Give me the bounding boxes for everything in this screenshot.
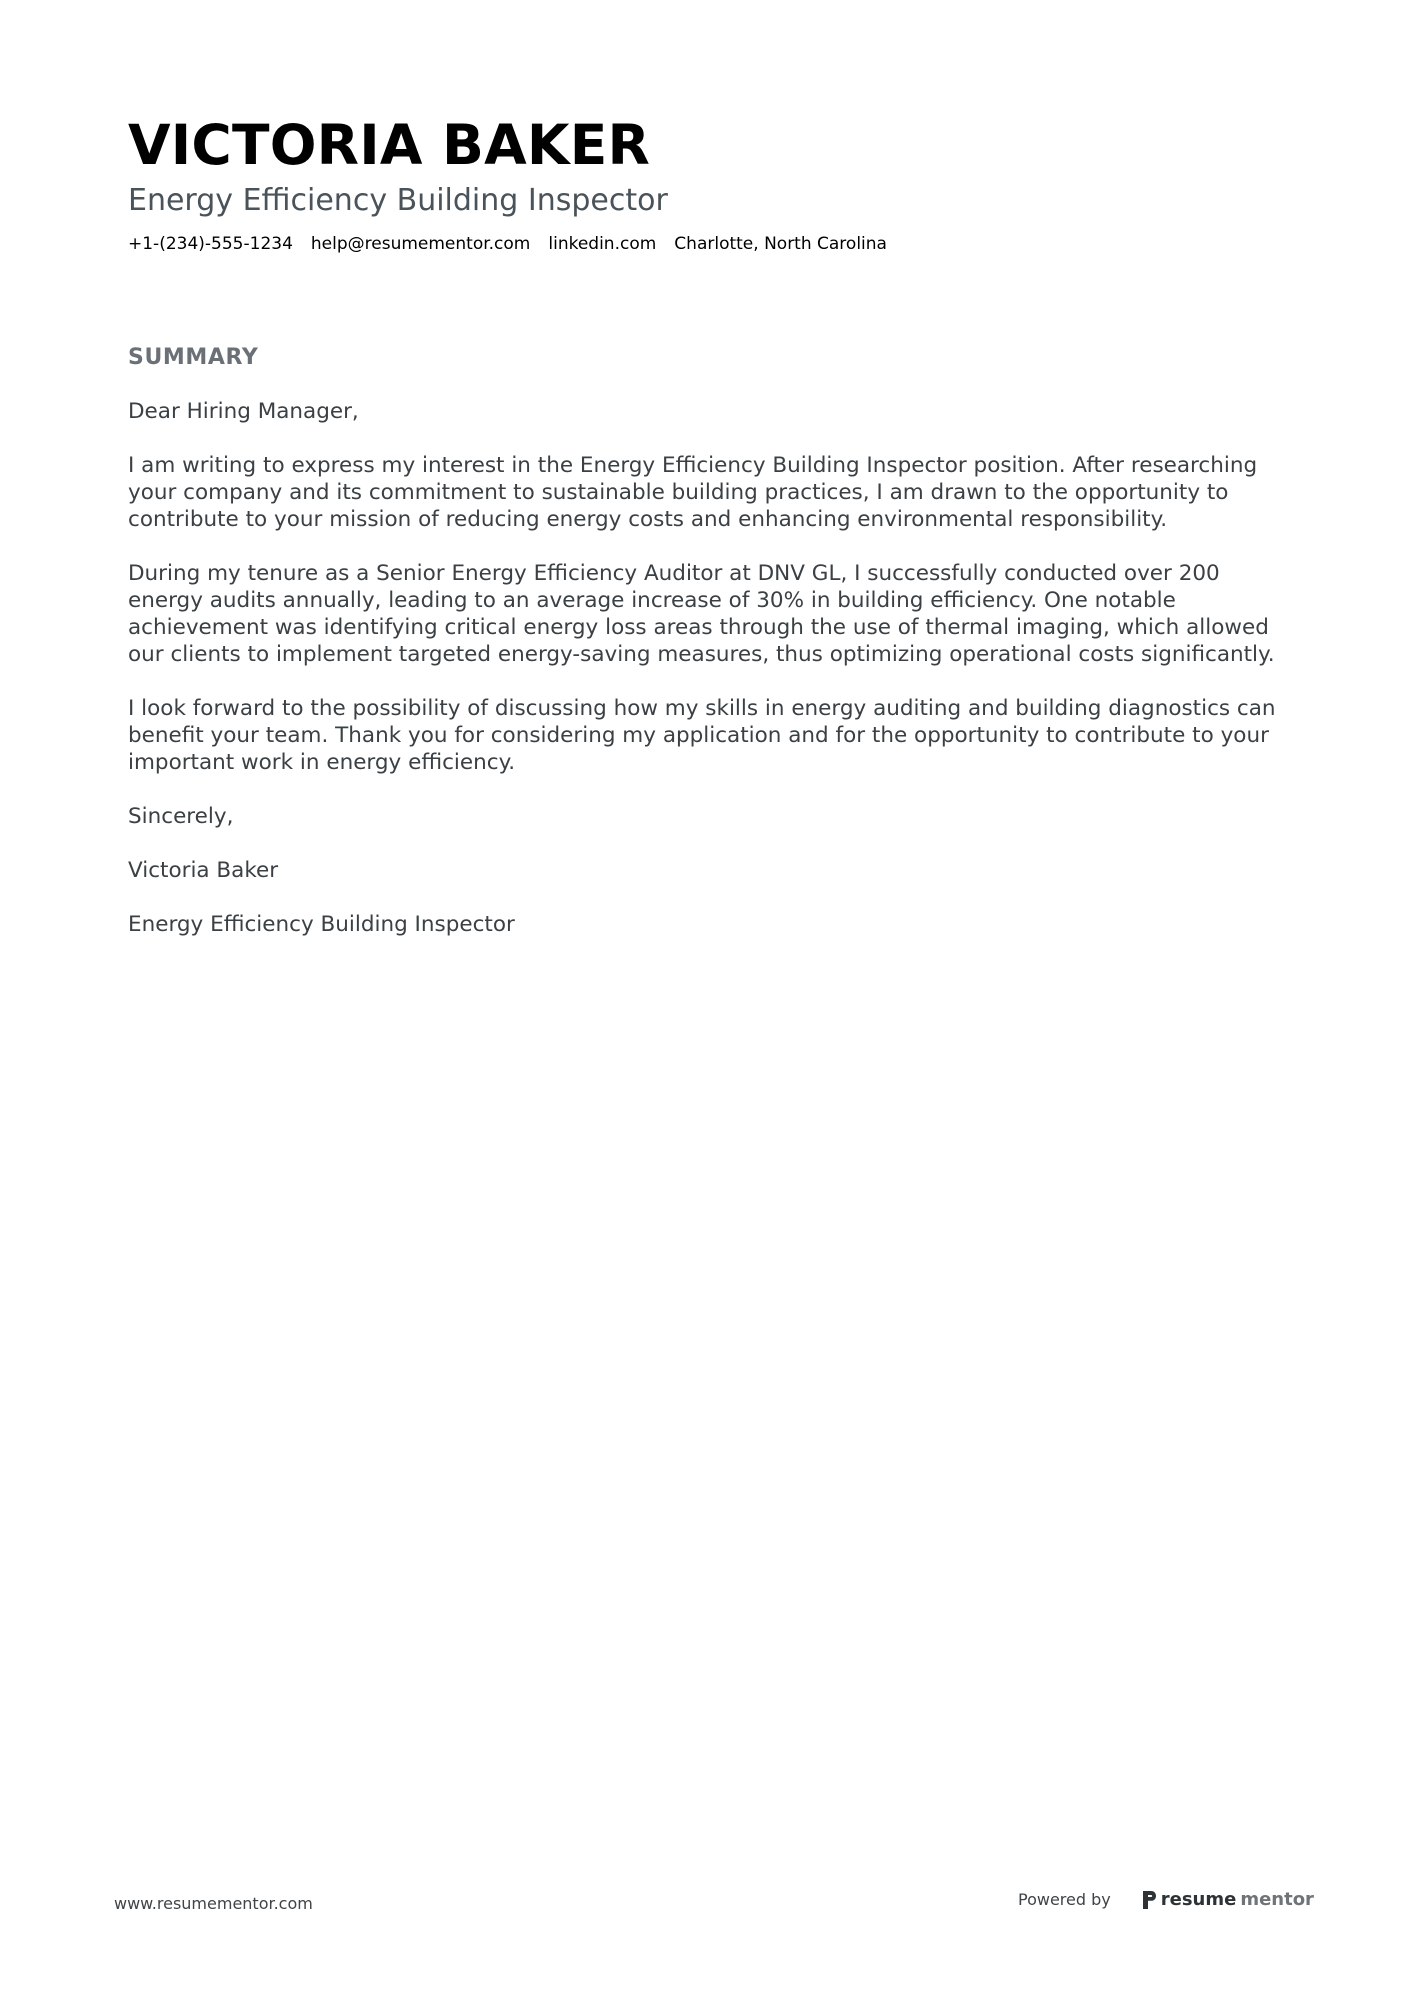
logo-text-resume: resume <box>1160 1889 1237 1910</box>
summary-heading: SUMMARY <box>128 345 259 370</box>
paragraph-intro: I am writing to express my interest in the Energy Efficiency Building Inspector position. After researching your company and its commitment to sustainable building practices, I am drawn to the opportunity to contribute to your mission of reducing energy costs and enhancing environmental responsibility. <box>128 453 1258 532</box>
letter-body <box>128 398 1288 965</box>
salutation: Dear Hiring Manager, <box>128 399 359 424</box>
resumementor-logo-icon <box>1141 1890 1157 1910</box>
location: Charlotte, North Carolina <box>674 234 887 254</box>
contact-row <box>128 232 1288 256</box>
phone-number: +1-(234)-555-1234 <box>128 234 293 254</box>
paragraph-experience: During my tenure as a Senior Energy Efficiency Auditor at DNV GL, I successfully conducted over 200 energy audits annually, leading to an average increase of 30% in building efficiency. One notable achievement was identifying critical energy loss areas through the use of thermal imaging, which allowed our clients to implement targeted energy-saving measures, thus optimizing operational costs significantly. <box>128 561 1275 667</box>
footer-brand <box>1018 1889 1314 1911</box>
email-address: help@resumementor.com <box>310 234 531 254</box>
closing-line: Sincerely, <box>128 804 234 829</box>
linkedin-link: linkedin.com <box>548 234 657 254</box>
logo-text-mentor: mentor <box>1240 1889 1314 1910</box>
candidate-name: VICTORIA BAKER <box>128 113 651 177</box>
header <box>128 112 1288 256</box>
paragraph-closing: I look forward to the possibility of discussing how my skills in energy auditing and building diagnostics can benefit your team. Thank you for considering my application and for the opportunity to contribute to your important work in energy efficiency. <box>128 696 1276 775</box>
signature-title: Energy Efficiency Building Inspector <box>128 912 515 937</box>
candidate-title: Energy Efficiency Building Inspector <box>128 183 668 218</box>
powered-by-label: Powered by <box>1018 1890 1111 1909</box>
signature-name: Victoria Baker <box>128 858 279 883</box>
resumementor-logo <box>1141 1889 1314 1911</box>
footer-website: www.resumementor.com <box>114 1894 313 1913</box>
